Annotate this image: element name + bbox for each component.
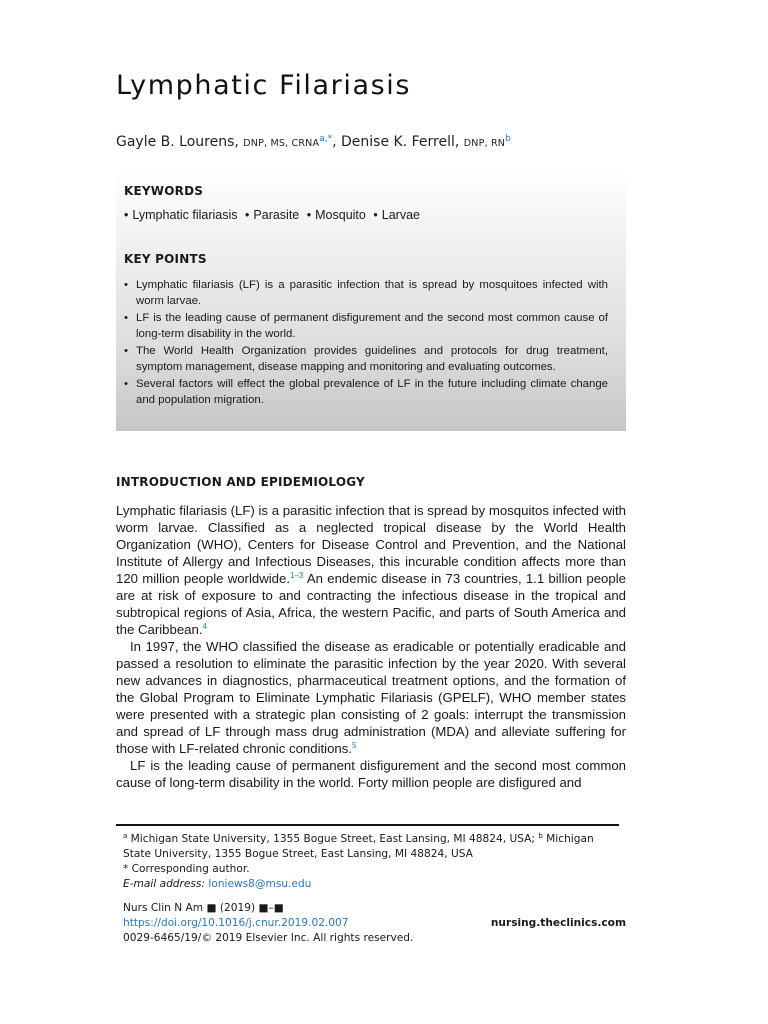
author-credentials-1: DNP, MS, CRNA [243,138,320,149]
keyword-item: Parasite [253,208,300,222]
article-title: Lymphatic Filariasis [116,70,412,101]
corresponding-author-note: * Corresponding author. [123,863,250,875]
affiliation-b-text: Michigan State University, 1355 Bogue Street, East Lansing, MI 48824, USA [123,833,594,860]
keyword-bullet: • [373,208,378,222]
keywords-list [124,208,424,222]
keywords-keypoints-box [116,170,626,431]
publication-meta [123,901,626,946]
affiliation-mark-a: a [123,832,128,840]
copyright-line: 0029-6465/19/© 2019 Elsevier Inc. All rights reserved. [123,932,414,944]
body-paragraph: LF is the leading cause of permanent disfigurement and the second most common cause of long-term disability in the world. Forty million people are disfigured and [116,758,626,790]
email-line [123,877,623,892]
author-name-2: Denise K. Ferrell, [341,134,460,150]
email-link[interactable]: loniews8@msu.edu [208,878,312,890]
author-affiliation-link-2[interactable]: b [505,134,511,144]
keyword-item: Lymphatic filariasis [132,208,238,222]
journal-citation: Nurs Clin N Am ■ (2019) ■–■ [123,902,284,914]
body-paragraph [116,638,626,757]
key-points-heading: KEY POINTS [124,252,207,266]
author-affiliation-link-1[interactable]: a,* [319,134,333,144]
body-text-run: An endemic disease in 73 countries, 1.1 billion people are at risk of exposure to and contracting the infectious disease in the tropical and subtropical regions of Asia, Africa, the western Pacific, and parts of South America and the Caribbean. [116,571,626,637]
key-point-item: • LF is the leading cause of permanent disfigurement and the second most common cause of long-term disability in the world. [124,311,608,342]
reference-link[interactable]: 1–3 [290,571,304,580]
keyword-bullet: • [124,208,129,222]
doi-link[interactable]: https://doi.org/10.1016/j.cnur.2019.02.007 [123,917,349,929]
reference-link[interactable]: 4 [202,622,207,631]
author-line [116,134,511,150]
affiliations [123,832,623,862]
affiliation-a-text: Michigan State University, 1355 Bogue Street, East Lansing, MI 48824, USA; [127,833,539,845]
body-paragraph [116,502,626,638]
reference-link[interactable]: 5 [352,741,357,750]
author-name-1: Gayle B. Lourens, [116,134,239,150]
keyword-bullet: • [245,208,250,222]
keywords-heading: KEYWORDS [124,184,204,198]
key-points-list [124,278,608,410]
keyword-item: Larvae [381,208,420,222]
key-point-item: • Several factors will effect the global prevalence of LF in the future including climate change and population migration. [124,377,608,408]
article-body [116,502,626,794]
body-text-run: Lymphatic filariasis (LF) is a parasitic infection that is spread by mosquitos infected with worm larvae. Classified as a neglected tropical disease by the World Health Organization (WHO), Centers for Disease Control and Prevention, and the National Institute of Allergy and Infectious Diseases, this incurable condition affects more than 120 million people worldwide. [116,503,626,586]
footnote-divider [116,824,619,826]
key-point-item: • Lymphatic filariasis (LF) is a parasitic infection that is spread by mosquitoes infected with worm larvae. [124,278,608,309]
email-label: E-mail address: [123,878,206,890]
footnotes [123,832,623,892]
key-point-item: • The World Health Organization provides guidelines and protocols for drug treatment, symptom management, disease mapping and monitoring and evaluating outcomes. [124,344,608,375]
author-separator: , [332,134,341,150]
keyword-item: Mosquito [315,208,366,222]
author-credentials-2: DNP, RN [463,138,506,149]
affiliation-mark-b: b [538,832,543,840]
journal-website-link[interactable]: nursing.theclinics.com [490,917,626,929]
keyword-bullet: • [306,208,312,222]
section-heading-introduction: INTRODUCTION AND EPIDEMIOLOGY [116,475,365,489]
body-text-run: In 1997, the WHO classified the disease as eradicable or potentially eradicable and passed a resolution to eliminate the parasitic infection by the year 2020. With several new advances in diagnostics, pharmaceutical treatment options, and the formation of the Global Program to Eliminate Lymphatic Filariasis (GPELF), WHO member states were presented with a strategic plan consisting of 2 goals: interrupt the transmission and spread of LF through mass drug administration (MDA) and alleviate suffering for those with LF-related chronic conditions. [116,639,626,756]
